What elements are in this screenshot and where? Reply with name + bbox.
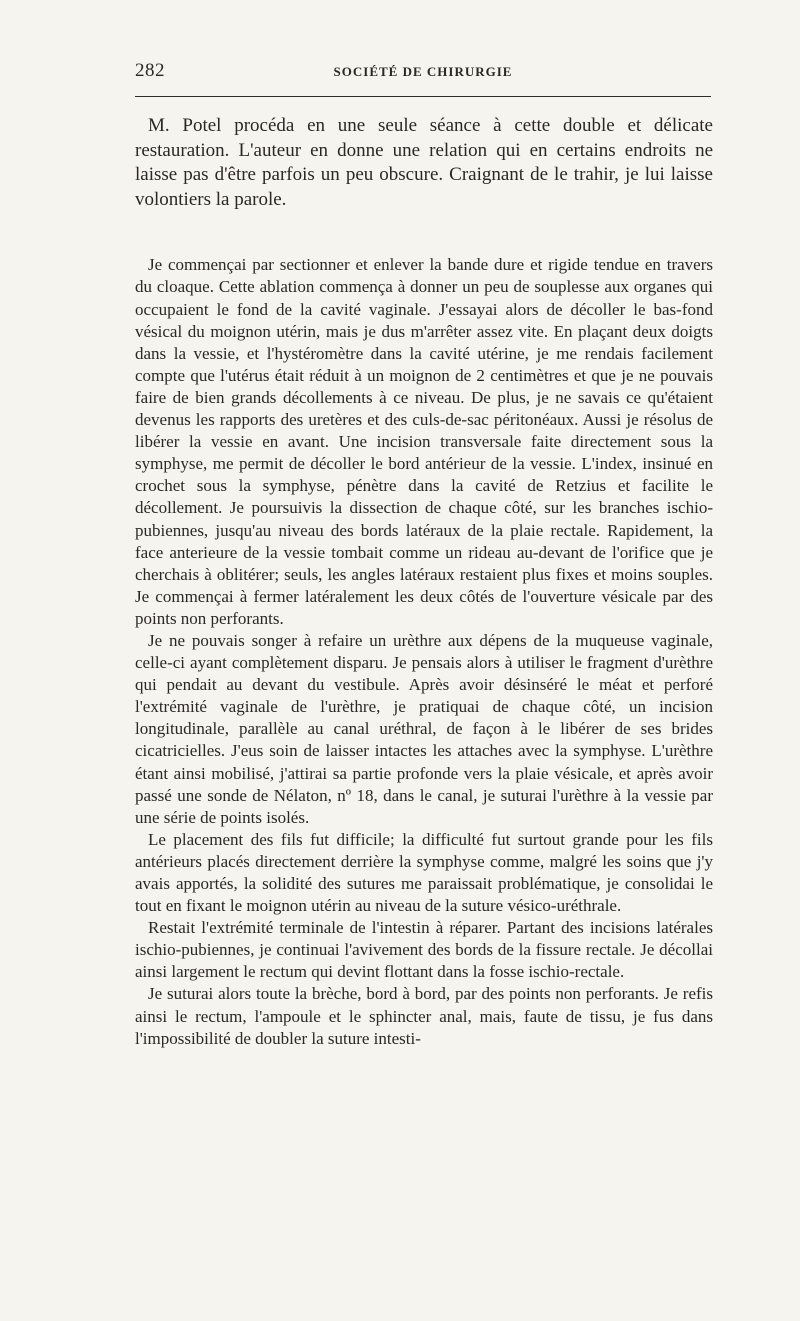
narrative-paragraph: Je suturai alors toute la brèche, bord à bord, par des points non perforants. Je refis ainsi le rectum, l'ampoule et le sphincter anal, mais, faute de tissu, je fus dans l'impossibilité de doubler la suture intesti- <box>135 984 713 1048</box>
quoted-narrative <box>135 254 713 1049</box>
header-rule <box>135 96 711 97</box>
narrative-paragraph: Le placement des fils fut difficile; la difficulté fut surtout grande pour les fils antérieurs placés directement derrière la symphyse comme, malgré les soins que j'y avais apportés, la solidité des sutures me paraissait problématique, je consolidai le tout en fixant le moignon utérin au niveau de la suture vésico-uréthrale. <box>135 829 713 916</box>
narrative-paragraph: Je commençai par sectionner et enlever la bande dure et rigide tendue en travers du cloaque. Cette ablation commença à donner un peu de souplesse aux organes qui occupaient le fond de la cavité vaginale. J'essayai alors de décoller le bas-fond vésical du moignon utérin, mais je dus m'arrêter assez vite. En plaçant deux doigts dans la vessie, et l'hystéromètre dans la cavité utérine, je me rendais facilement compte que l'utérus était réduit à un moignon de 2 centimètres et que je ne pouvais faire de bien grands décollements à ce niveau. De plus, je ne savais ce qu'étaient devenus les rapports des uretères et des culs-de-sac péritonéaux. Aussi je résolus de libérer la vessie en avant. Une incision transversale faite directement sous la symphyse, me permit de décoller le bord antérieur de la vessie. L'index, insinué en crochet sous la symphyse, pénètre dans la cavité de Retzius et facilite le décollement. Je poursuivis la dissection de chaque côté, sur les branches ischio-pubiennes, jusqu'au niveau des bords latéraux de la plaie rectale. Rapidement, la face anterieure de la vessie tombait comme un rideau au-devant de l'orifice que je cherchais à oblitérer; seuls, les angles latéraux restaient plus fixes et moins souples. Je commençai à fermer latéralement les deux côtés de l'ouverture vésicale par des points non perforants. <box>135 255 713 628</box>
intro-paragraph: M. Potel procéda en une seule séance à cette double et délicate restauration. L'auteur en donne une relation qui en certains endroits ne laisse pas d'être parfois un peu obscure. Craignant de le trahir, je lui laisse volontiers la parole. <box>135 115 713 210</box>
body-text <box>135 114 713 1050</box>
narrative-paragraph: Restait l'extrémité terminale de l'intestin à réparer. Partant des incisions latérales ischio-pubiennes, je continuai l'avivement des bords de la fissure rectale. Je décollai ainsi largement le rectum qui devint flottant dans la fosse ischio-rectale. <box>135 918 713 982</box>
page-number: 282 <box>135 60 165 81</box>
narrative-paragraph: Je ne pouvais songer à refaire un urèthre aux dépens de la muqueuse vaginale, celle-ci ayant complètement disparu. Je pensais alors à utiliser le fragment d'urèthre qui pendait au devant du vestibule. Après avoir désinséré le méat et perforé l'extrémité vaginale de l'urèthre, je pratiquai de chaque côté, un incision longitudinale, parallèle au canal uréthral, de façon à le libérer de ses brides cicatricielles. J'eus soin de laisser intactes les attaches avec la symphyse. L'urèthre étant ainsi mobilisé, j'attirai sa partie profonde vers la plaie vésicale, et après avoir passé une sonde de Nélaton, nº 18, dans le canal, je suturai l'urèthre à la vessie par une série de points isolés. <box>135 630 713 827</box>
page-header <box>135 60 711 82</box>
running-title: SOCIÉTÉ DE CHIRURGIE <box>333 64 513 79</box>
